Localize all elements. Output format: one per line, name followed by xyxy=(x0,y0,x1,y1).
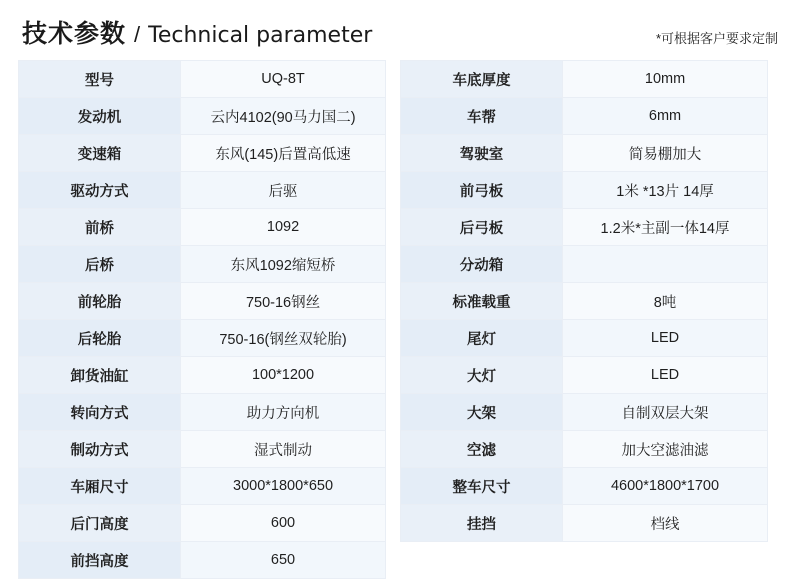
table-row xyxy=(401,357,768,394)
spec-value xyxy=(563,246,768,283)
table-row xyxy=(19,209,386,246)
spec-key: 尾灯 xyxy=(401,320,563,357)
table-row xyxy=(19,61,386,98)
spec-value: 云内4102(90马力国二) xyxy=(181,98,386,135)
table-row xyxy=(401,320,768,357)
spec-key: 分动箱 xyxy=(401,246,563,283)
table-row-empty xyxy=(401,542,768,579)
spec-value: 6mm xyxy=(563,98,768,135)
table-row xyxy=(19,394,386,431)
spec-key: 前轮胎 xyxy=(19,283,181,320)
page-title-en: Technical parameter xyxy=(148,23,373,48)
spec-value: 750-16钢丝 xyxy=(181,283,386,320)
spec-value: 4600*1800*1700 xyxy=(563,468,768,505)
spec-key: 转向方式 xyxy=(19,394,181,431)
spec-value: 加大空滤油滤 xyxy=(563,431,768,468)
page-title xyxy=(22,14,372,50)
table-row xyxy=(401,394,768,431)
spec-value: 东风(145)后置高低速 xyxy=(181,135,386,172)
spec-value: 8吨 xyxy=(563,283,768,320)
spec-value: 后驱 xyxy=(181,172,386,209)
table-row xyxy=(19,283,386,320)
spec-key: 挂挡 xyxy=(401,505,563,542)
spec-key: 制动方式 xyxy=(19,431,181,468)
spec-key: 大架 xyxy=(401,394,563,431)
spec-value: 650 xyxy=(181,542,386,579)
spec-value: 自制双层大架 xyxy=(563,394,768,431)
table-row xyxy=(401,246,768,283)
spec-key: 车厢尺寸 xyxy=(19,468,181,505)
page-title-cn: 技术参数 xyxy=(22,20,127,48)
spec-value: 10mm xyxy=(563,61,768,98)
spec-key: 整车尺寸 xyxy=(401,468,563,505)
table-row xyxy=(401,283,768,320)
spec-key xyxy=(401,542,563,579)
spec-key: 后轮胎 xyxy=(19,320,181,357)
table-row xyxy=(401,135,768,172)
table-row xyxy=(19,98,386,135)
spec-table-left xyxy=(18,60,386,579)
spec-key: 车帮 xyxy=(401,98,563,135)
spec-key: 大灯 xyxy=(401,357,563,394)
spec-key: 标准载重 xyxy=(401,283,563,320)
spec-value: 简易棚加大 xyxy=(563,135,768,172)
table-row xyxy=(19,246,386,283)
spec-key: 型号 xyxy=(19,61,181,98)
spec-tables xyxy=(18,58,782,579)
spec-value xyxy=(563,542,768,579)
table-row xyxy=(19,505,386,542)
spec-value: 3000*1800*650 xyxy=(181,468,386,505)
spec-value: LED xyxy=(563,357,768,394)
spec-key: 前弓板 xyxy=(401,172,563,209)
spec-key: 前桥 xyxy=(19,209,181,246)
spec-key: 变速箱 xyxy=(19,135,181,172)
spec-value: 1.2米*主副一体14厚 xyxy=(563,209,768,246)
spec-key: 驱动方式 xyxy=(19,172,181,209)
table-row xyxy=(19,431,386,468)
table-row xyxy=(19,172,386,209)
spec-value: UQ-8T xyxy=(181,61,386,98)
spec-key: 驾驶室 xyxy=(401,135,563,172)
table-row xyxy=(401,209,768,246)
spec-value: 湿式制动 xyxy=(181,431,386,468)
table-row xyxy=(19,135,386,172)
table-row xyxy=(401,468,768,505)
spec-value: 1092 xyxy=(181,209,386,246)
table-row xyxy=(19,357,386,394)
spec-key: 发动机 xyxy=(19,98,181,135)
table-row xyxy=(19,320,386,357)
table-row xyxy=(19,542,386,579)
page-header xyxy=(18,14,782,58)
spec-value: 600 xyxy=(181,505,386,542)
spec-value: LED xyxy=(563,320,768,357)
spec-key: 前挡高度 xyxy=(19,542,181,579)
spec-table-right xyxy=(400,60,768,579)
spec-key: 空滤 xyxy=(401,431,563,468)
spec-value: 东风1092缩短桥 xyxy=(181,246,386,283)
spec-key: 后门高度 xyxy=(19,505,181,542)
table-row xyxy=(401,98,768,135)
spec-key: 后桥 xyxy=(19,246,181,283)
spec-key: 卸货油缸 xyxy=(19,357,181,394)
spec-key: 后弓板 xyxy=(401,209,563,246)
table-row xyxy=(401,431,768,468)
spec-value: 750-16(钢丝双轮胎) xyxy=(181,320,386,357)
table-row xyxy=(401,172,768,209)
spec-key: 车底厚度 xyxy=(401,61,563,98)
table-row xyxy=(401,61,768,98)
title-separator: / xyxy=(134,22,141,47)
customization-note: *可根据客户要求定制 xyxy=(655,31,778,46)
spec-value: 助力方向机 xyxy=(181,394,386,431)
spec-value: 100*1200 xyxy=(181,357,386,394)
table-row xyxy=(401,505,768,542)
spec-value: 档线 xyxy=(563,505,768,542)
spec-value: 1米 *13片 14厚 xyxy=(563,172,768,209)
table-row xyxy=(19,468,386,505)
